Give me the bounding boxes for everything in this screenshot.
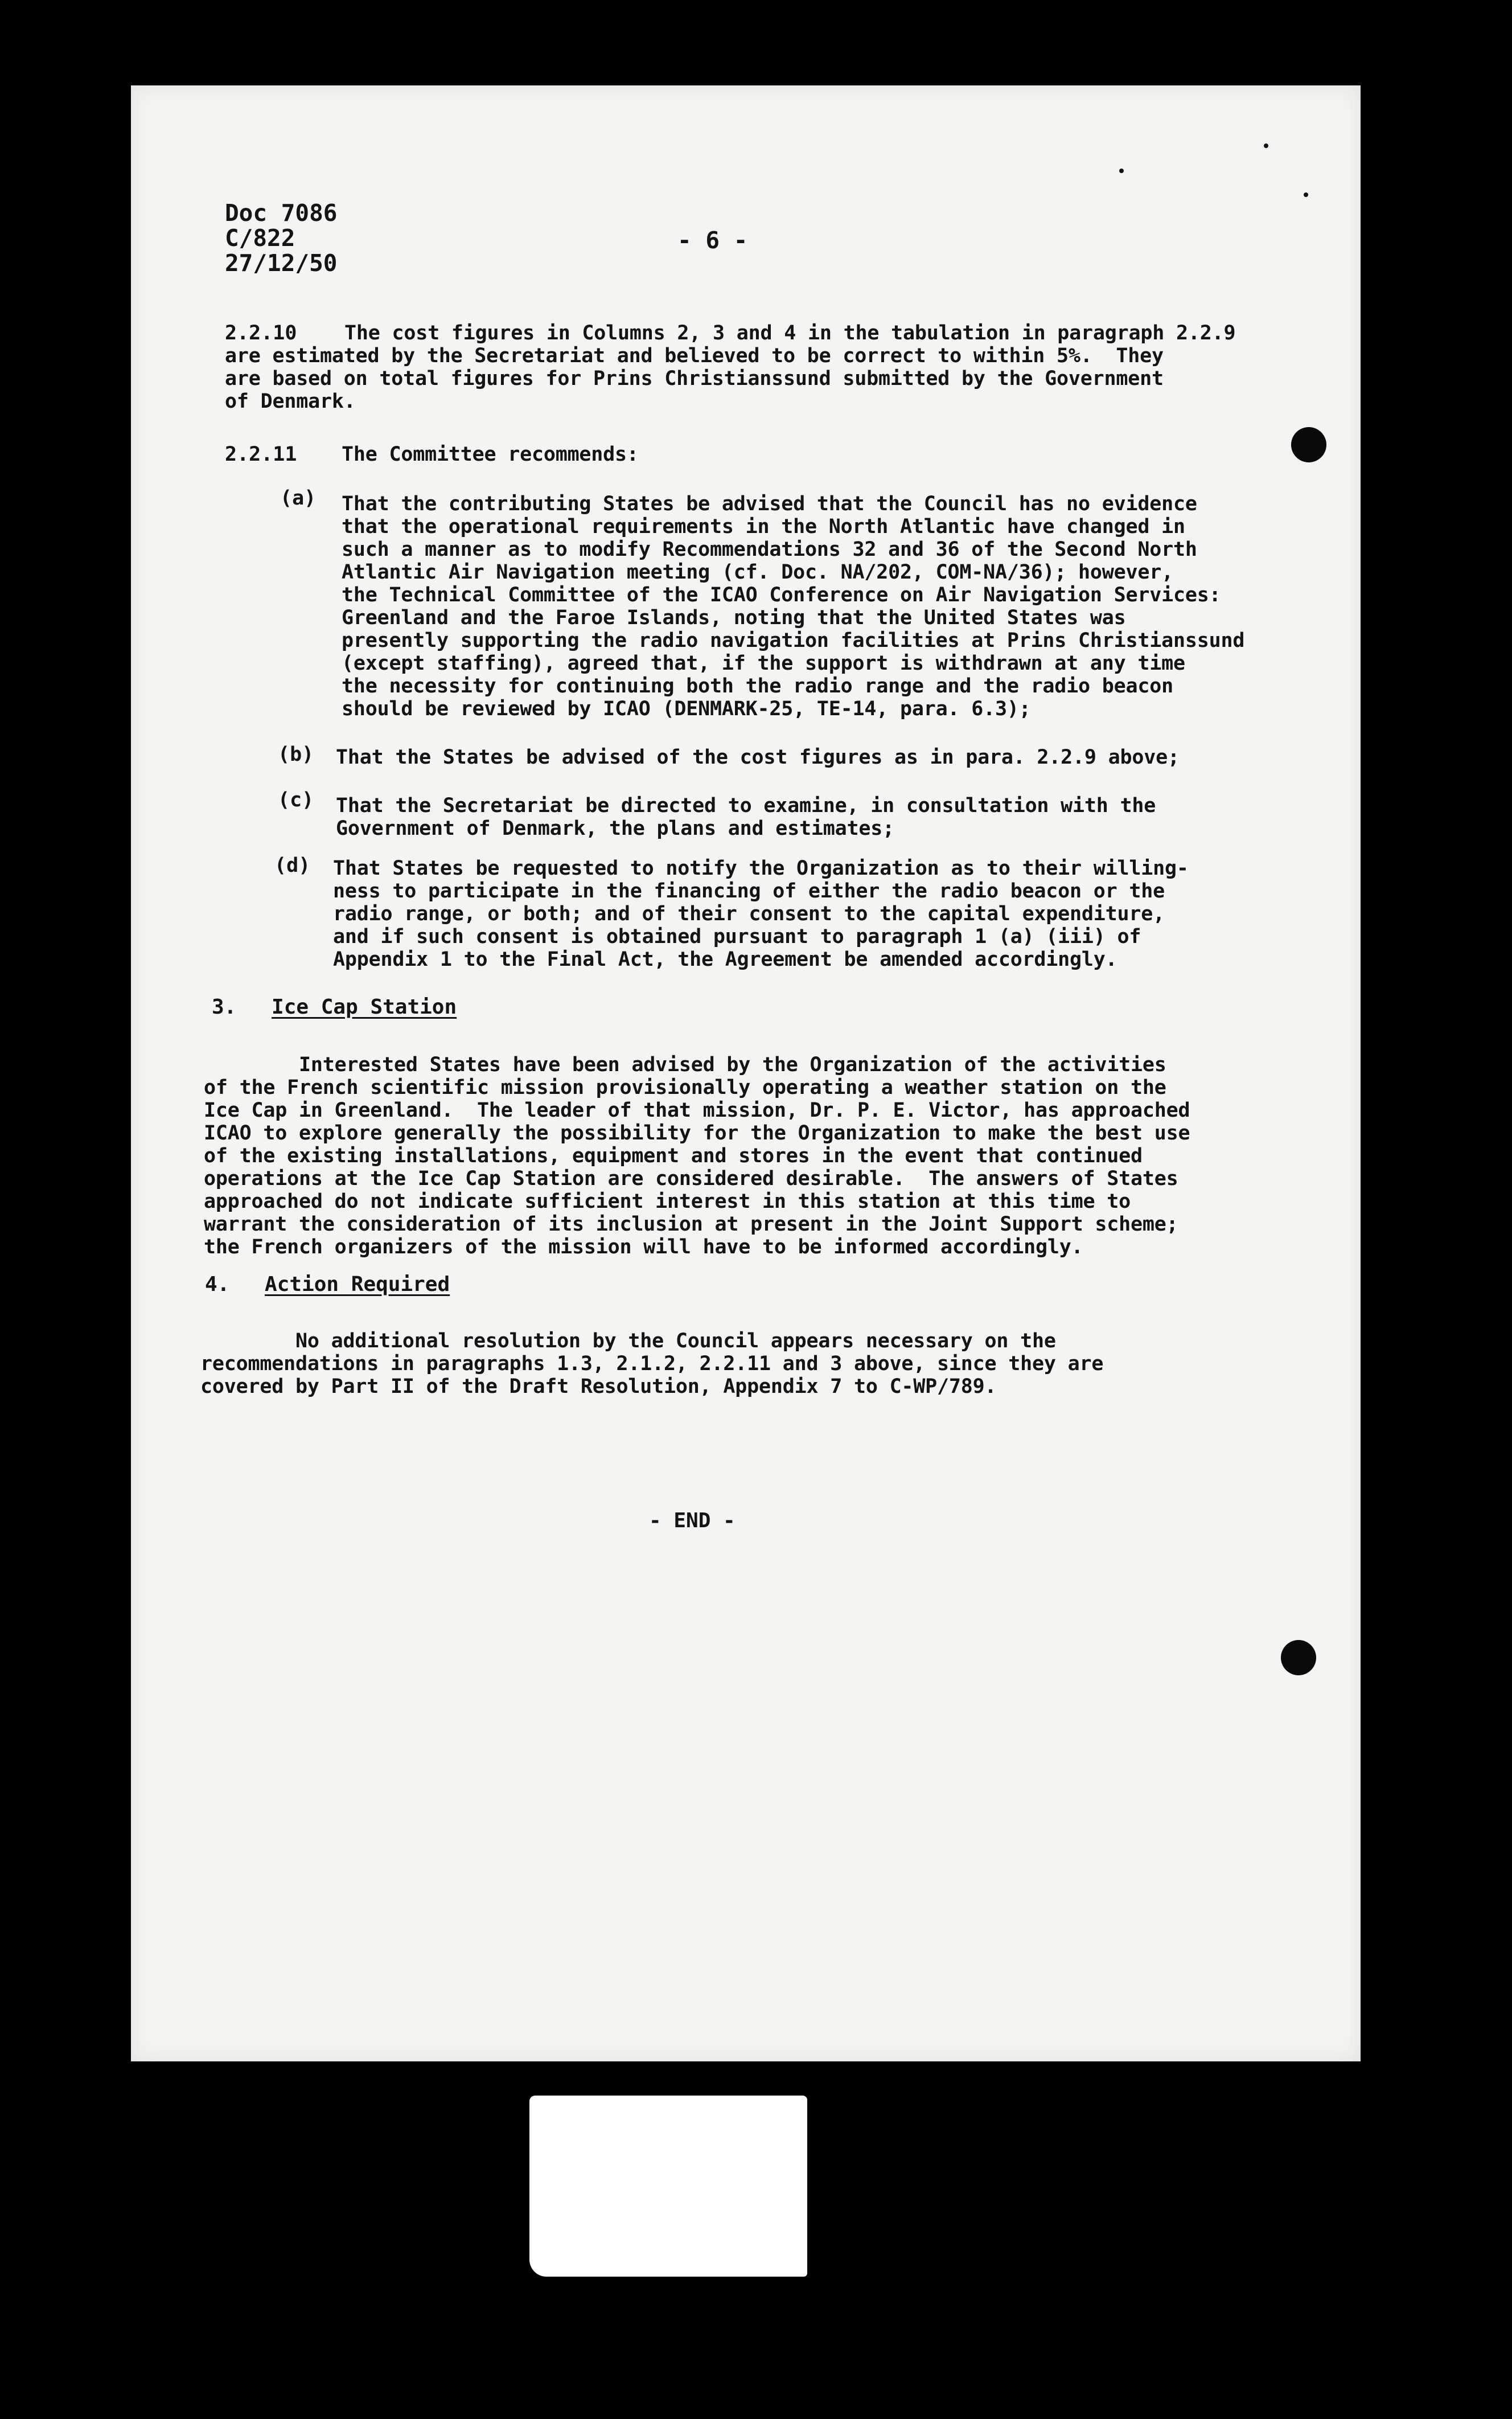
punch-hole: [1281, 1640, 1316, 1675]
text-line: the French organizers of the mission will have to be informed accordingly.: [204, 1236, 1083, 1258]
text-line: That the States be advised of the cost figures as in para. 2.2.9 above;: [336, 746, 1180, 769]
text-line: Atlantic Air Navigation meeting (cf. Doc. NA/202, COM-NA/36); however,: [342, 561, 1174, 584]
text-line: operations at the Ice Cap Station are considered desirable. The answers of States: [204, 1167, 1178, 1190]
text-line: that the operational requirements in the North Atlantic have changed in: [342, 515, 1185, 538]
text-line: covered by Part II of the Draft Resolution, Appendix 7 to C-WP/789.: [200, 1375, 997, 1398]
section-number: 4.: [205, 1273, 230, 1296]
text-line: presently supporting the radio navigation facilities at Prins Christianssund: [342, 629, 1245, 652]
text-line: The cost figures in Columns 2, 3 and 4 in the tabulation in paragraph 2.2.9: [344, 322, 1236, 345]
section-heading: [212, 995, 457, 1019]
document-reference: [225, 200, 337, 276]
doc-number: Doc 7086: [225, 199, 338, 227]
text-line: Interested States have been advised by the Organization of the activities: [204, 1053, 1166, 1076]
section-3-body: [204, 1053, 1190, 1258]
text-line: warrant the consideration of its inclusion at present in the Joint Support scheme;: [204, 1213, 1178, 1236]
section-title: Action Required: [265, 1273, 450, 1296]
text-line: recommendations in paragraphs 1.3, 2.1.2, 2.2.11 and 3 above, since they are: [200, 1352, 1104, 1375]
document-date: 27/12/50: [225, 249, 338, 277]
text-line: are estimated by the Secretariat and believed to be correct to within 5%. They: [225, 345, 1164, 367]
text-line: ICAO to explore generally the possibility for the Organization to make the best use: [204, 1122, 1190, 1145]
section-heading: [205, 1273, 450, 1296]
section-number: 3.: [212, 995, 237, 1019]
council-reference: C/822: [225, 224, 295, 252]
recommendation-label: (b): [278, 743, 314, 766]
recommendation-label: (d): [274, 854, 311, 877]
text-line: (except staffing), agreed that, if the support is withdrawn at any time: [342, 652, 1185, 675]
text-line: should be reviewed by ICAO (DENMARK-25, TE-14, para. 6.3);: [342, 698, 1031, 720]
text-line: Ice Cap in Greenland. The leader of that mission, Dr. P. E. Victor, has approached: [204, 1099, 1190, 1122]
recommendation-b: [336, 746, 1180, 769]
recommendation-a: [342, 493, 1244, 720]
recommendation-label: (c): [278, 789, 314, 811]
page-number: - 6 -: [677, 227, 748, 254]
text-line: of the existing installations, equipment and stores in the event that continued: [204, 1145, 1143, 1167]
text-line: and if such consent is obtained pursuant to paragraph 1 (a) (iii) of: [333, 925, 1141, 948]
speck: [1264, 144, 1268, 148]
paragraph-intro: The Committee recommends:: [342, 443, 639, 466]
text-line: the Technical Committee of the ICAO Conference on Air Navigation Services:: [342, 584, 1221, 606]
text-line: That the contributing States be advised that the Council has no evidence: [342, 493, 1197, 515]
text-line: radio range, or both; and of their consent to the capital expenditure,: [333, 903, 1165, 925]
paragraph-number: 2.2.11: [225, 443, 297, 466]
text-line: are based on total figures for Prins Christianssund submitted by the Government: [225, 367, 1164, 390]
text-line: such a manner as to modify Recommendations 32 and 36 of the Second North: [342, 538, 1197, 561]
speck: [1304, 192, 1308, 197]
text-line: the necessity for continuing both the radio range and the radio beacon: [342, 675, 1174, 698]
archive-label-card: [529, 2096, 807, 2277]
section-4-body: [200, 1330, 1103, 1398]
text-line: No additional resolution by the Council appears necessary on the: [200, 1330, 1056, 1352]
paragraph-number: 2.2.10: [225, 322, 297, 345]
recommendation-label: (a): [280, 487, 317, 510]
text-line: Greenland and the Faroe Islands, noting that the United States was: [342, 606, 1126, 629]
recommendation-c: [336, 794, 1156, 840]
text-line: That States be requested to notify the Organization as to their willing-: [333, 857, 1189, 880]
speck: [1119, 169, 1124, 173]
punch-hole: [1291, 427, 1326, 462]
section-title: Ice Cap Station: [272, 995, 457, 1019]
text-line: of Denmark.: [225, 390, 356, 413]
recommendation-d: [333, 857, 1189, 971]
text-line: approached do not indicate sufficient interest in this station at this time to: [204, 1190, 1131, 1213]
text-line: Government of Denmark, the plans and estimates;: [336, 817, 894, 840]
text-line: Appendix 1 to the Final Act, the Agreement be amended accordingly.: [333, 948, 1117, 971]
text-line: ness to participate in the financing of either the radio beacon or the: [333, 880, 1165, 903]
end-marker: - END -: [649, 1509, 736, 1532]
text-line: That the Secretariat be directed to examine, in consultation with the: [336, 794, 1156, 817]
text-line: of the French scientific mission provisionally operating a weather station on the: [204, 1076, 1166, 1099]
paragraph-2-2-10: [225, 322, 1235, 413]
